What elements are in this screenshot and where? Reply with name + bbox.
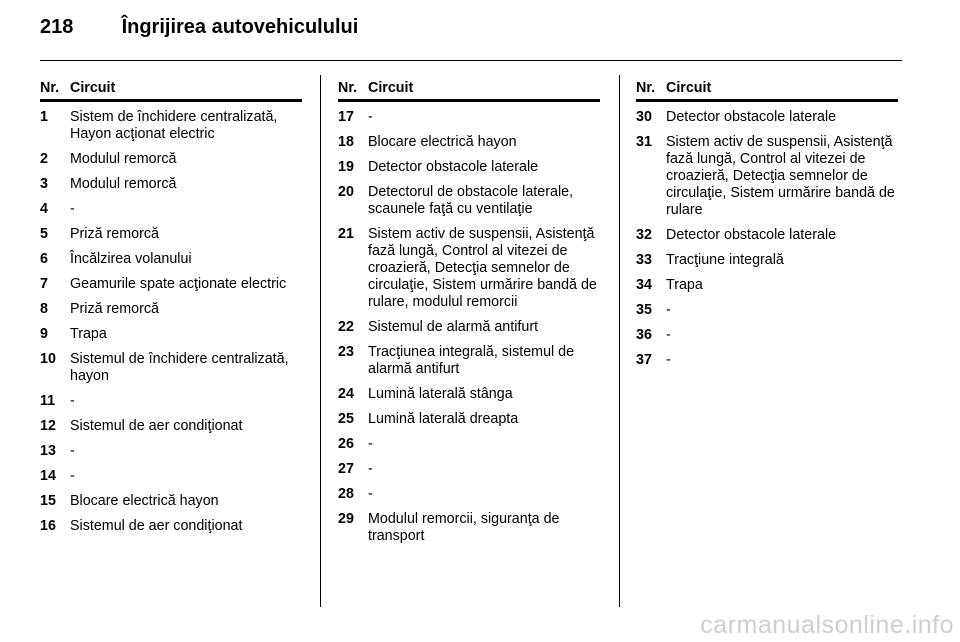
circuit-description: Blocare electrică hayon xyxy=(70,493,219,509)
table-row xyxy=(40,151,302,168)
circuit-description: - xyxy=(70,201,75,217)
table-row xyxy=(338,411,600,428)
circuit-description: - xyxy=(666,352,671,368)
circuit-description: Detector obstacole laterale xyxy=(666,109,837,125)
fuse-number: 35 xyxy=(636,302,652,318)
circuit-description: - xyxy=(368,109,373,125)
circuit-description: Lumină laterală stânga xyxy=(368,386,513,402)
circuit-description: Detector obstacole laterale xyxy=(666,227,837,243)
table-row xyxy=(338,344,600,378)
circuit-description: - xyxy=(666,302,671,318)
table-row xyxy=(338,436,600,453)
circuit-description: Tracţiune integrală xyxy=(666,252,784,268)
fuse-number: 20 xyxy=(338,184,354,200)
fuse-number: 30 xyxy=(636,109,652,125)
table-row xyxy=(40,443,302,460)
circuit-description: Blocare electrică hayon xyxy=(368,134,517,150)
circuit-description: Trapa xyxy=(666,277,703,293)
fuse-number: 11 xyxy=(40,393,56,409)
circuit-description: - xyxy=(70,468,75,484)
table-row xyxy=(338,226,600,311)
table-row xyxy=(40,301,302,318)
fuse-number: 26 xyxy=(338,436,354,452)
fuse-number: 6 xyxy=(40,251,48,267)
fuse-number: 36 xyxy=(636,327,652,343)
fuse-number: 32 xyxy=(636,227,652,243)
table-row xyxy=(338,511,600,545)
table-row xyxy=(40,393,302,410)
table-row xyxy=(338,461,600,478)
fuse-number: 34 xyxy=(636,277,652,293)
fuse-number: 9 xyxy=(40,326,48,342)
table-row xyxy=(40,493,302,510)
circuit-description: Detector obstacole laterale xyxy=(368,159,539,175)
circuit-description: - xyxy=(368,486,373,502)
circuit-description: - xyxy=(368,436,373,452)
fuse-number: 31 xyxy=(636,134,652,150)
circuit-description: Sistemul de închidere centralizată, hayon xyxy=(70,351,289,384)
circuit-description: - xyxy=(70,393,75,409)
fuse-number: 28 xyxy=(338,486,354,502)
circuit-description: Geamurile spate acţionate electric xyxy=(70,276,287,292)
table-row xyxy=(40,276,302,293)
header-circuit: Circuit xyxy=(368,80,414,96)
table-row xyxy=(636,352,898,369)
table-row xyxy=(636,227,898,244)
fuse-number: 7 xyxy=(40,276,48,292)
fuse-number: 15 xyxy=(40,493,56,509)
table-row xyxy=(636,109,898,126)
table-row xyxy=(636,302,898,319)
table-row xyxy=(40,351,302,385)
fuse-number: 12 xyxy=(40,418,56,434)
fuse-number: 25 xyxy=(338,411,354,427)
circuit-description: Priză remorcă xyxy=(70,301,159,317)
column-divider xyxy=(320,75,321,607)
circuit-description: Sistemul de alarmă antifurt xyxy=(368,319,539,335)
fuse-number: 27 xyxy=(338,461,354,477)
table-header xyxy=(40,80,302,102)
fuse-number: 2 xyxy=(40,151,48,167)
table-row xyxy=(636,252,898,269)
table-row xyxy=(338,109,600,126)
circuit-description: Trapa xyxy=(70,326,107,342)
circuit-description: Modulul remorcă xyxy=(70,151,177,167)
circuit-description: Tracţiunea integrală, sistemul de alarmă antifurt xyxy=(368,344,575,377)
header-divider xyxy=(40,60,902,61)
page-header xyxy=(40,16,358,39)
circuit-description: Modulul remorcă xyxy=(70,176,177,192)
fuse-number: 23 xyxy=(338,344,354,360)
circuit-description: Sistem de închidere centralizată, Hayon acţionat electric xyxy=(70,109,278,142)
fuse-number: 3 xyxy=(40,176,48,192)
fuse-number: 37 xyxy=(636,352,652,368)
fuse-number: 33 xyxy=(636,252,652,268)
circuit-description: Sistemul de aer condiţionat xyxy=(70,518,243,534)
table-row xyxy=(636,134,898,219)
circuit-description: Modulul remorcii, siguranţa de transport xyxy=(368,511,560,544)
table-row xyxy=(40,201,302,218)
table-row xyxy=(40,326,302,343)
fuse-number: 4 xyxy=(40,201,48,217)
header-circuit: Circuit xyxy=(70,80,116,96)
table-row xyxy=(40,109,302,143)
circuit-description: Sistem activ de suspensii, Asistenţă fază lungă, Control al vitezei de croazieră, Detecţia semnelor de circulaţie, Sistem urmărire bandă de rulare xyxy=(666,134,895,218)
circuit-description: Priză remorcă xyxy=(70,226,159,242)
fuse-table-column-2 xyxy=(338,80,600,553)
header-circuit: Circuit xyxy=(666,80,712,96)
circuit-description: - xyxy=(368,461,373,477)
table-header xyxy=(636,80,898,102)
circuit-description: Detectorul de obstacole laterale, scaunele faţă cu ventilaţie xyxy=(368,184,574,217)
header-nr: Nr. xyxy=(636,80,656,96)
fuse-number: 16 xyxy=(40,518,56,534)
fuse-number: 13 xyxy=(40,443,56,459)
fuse-number: 22 xyxy=(338,319,354,335)
table-row xyxy=(338,159,600,176)
fuse-number: 19 xyxy=(338,159,354,175)
table-row xyxy=(338,486,600,503)
table-row xyxy=(40,518,302,535)
table-row xyxy=(40,176,302,193)
fuse-number: 10 xyxy=(40,351,56,367)
fuse-number: 21 xyxy=(338,226,354,242)
circuit-description: - xyxy=(666,327,671,343)
fuse-number: 8 xyxy=(40,301,48,317)
circuit-description: Sistemul de aer condiţionat xyxy=(70,418,243,434)
fuse-number: 1 xyxy=(40,109,48,125)
fuse-number: 24 xyxy=(338,386,354,402)
circuit-description: Încălzirea volanului xyxy=(70,251,192,267)
table-row xyxy=(338,134,600,151)
table-row xyxy=(636,277,898,294)
table-row xyxy=(40,468,302,485)
fuse-number: 14 xyxy=(40,468,56,484)
fuse-table-column-3 xyxy=(636,80,898,377)
table-row xyxy=(338,184,600,218)
page-number: 218 xyxy=(40,16,74,38)
watermark: carmanualsonline.info xyxy=(700,611,954,639)
header-nr: Nr. xyxy=(338,80,358,96)
fuse-table-column-1 xyxy=(40,80,302,543)
table-row xyxy=(636,327,898,344)
table-row xyxy=(338,386,600,403)
table-header xyxy=(338,80,600,102)
fuse-number: 18 xyxy=(338,134,354,150)
table-row xyxy=(338,319,600,336)
table-row xyxy=(40,251,302,268)
fuse-number: 29 xyxy=(338,511,354,527)
table-row xyxy=(40,226,302,243)
circuit-description: Sistem activ de suspensii, Asistenţă fază lungă, Control al vitezei de croazieră, Detecţia semnelor de circulaţie, Sistem urmărire bandă de rulare, modulul remorcii xyxy=(368,226,597,310)
table-row xyxy=(40,418,302,435)
page-title: Îngrijirea autovehiculului xyxy=(121,16,359,38)
circuit-description: - xyxy=(70,443,75,459)
fuse-number: 5 xyxy=(40,226,48,242)
column-divider xyxy=(619,75,620,607)
circuit-description: Lumină laterală dreapta xyxy=(368,411,519,427)
header-nr: Nr. xyxy=(40,80,60,96)
fuse-number: 17 xyxy=(338,109,354,125)
